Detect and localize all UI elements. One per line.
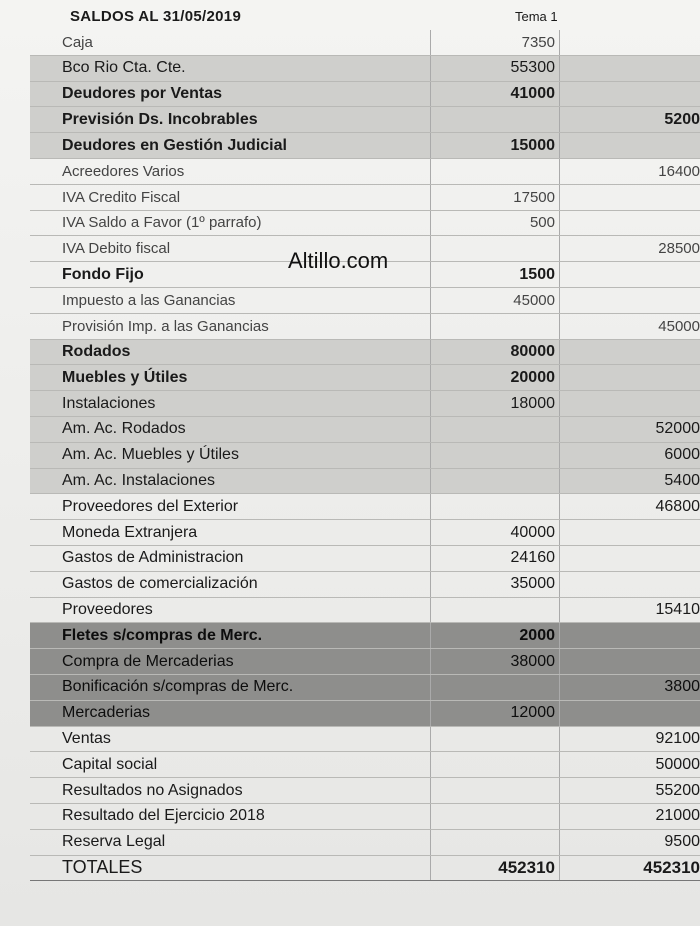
account-name: Instalaciones — [30, 391, 431, 417]
account-name: Compra de Mercaderias — [30, 649, 431, 675]
account-name: Capital social — [30, 752, 431, 778]
account-name: Am. Ac. Rodados — [30, 416, 431, 442]
account-name: Ventas — [30, 726, 431, 752]
credit-value — [560, 545, 700, 571]
debit-value — [431, 107, 560, 133]
debit-value — [431, 313, 560, 339]
table-row — [30, 416, 700, 442]
table-row — [30, 649, 700, 675]
balance-table — [30, 30, 700, 881]
credit-value: 452310 — [560, 855, 700, 881]
account-name: Gastos de Administracion — [30, 545, 431, 571]
account-name: TOTALES — [30, 855, 431, 881]
credit-value — [560, 30, 700, 55]
credit-value: 6000 — [560, 442, 700, 468]
account-name: Proveedores — [30, 597, 431, 623]
table-row — [30, 339, 700, 365]
debit-value: 35000 — [431, 571, 560, 597]
credit-value: 21000 — [560, 803, 700, 829]
debit-value: 7350 — [431, 30, 560, 55]
account-name: Provisión Imp. a las Ganancias — [30, 313, 431, 339]
debit-value — [431, 236, 560, 262]
credit-value: 9500 — [560, 829, 700, 855]
account-name: Am. Ac. Muebles y Útiles — [30, 442, 431, 468]
debit-value: 15000 — [431, 133, 560, 159]
credit-value — [560, 55, 700, 81]
account-name: Caja — [30, 30, 431, 55]
debit-value — [431, 829, 560, 855]
table-row — [30, 829, 700, 855]
table-row — [30, 803, 700, 829]
account-name: Moneda Extranjera — [30, 520, 431, 546]
account-name: Deudores por Ventas — [30, 81, 431, 107]
table-row — [30, 674, 700, 700]
table-row — [30, 158, 700, 184]
table-row — [30, 778, 700, 804]
account-name: Rodados — [30, 339, 431, 365]
account-name: Am. Ac. Instalaciones — [30, 468, 431, 494]
debit-value: 2000 — [431, 623, 560, 649]
table-row — [30, 468, 700, 494]
credit-value: 50000 — [560, 752, 700, 778]
credit-value: 45000 — [560, 313, 700, 339]
table-row — [30, 623, 700, 649]
debit-value — [431, 158, 560, 184]
debit-value: 24160 — [431, 545, 560, 571]
credit-value — [560, 210, 700, 236]
debit-value: 38000 — [431, 649, 560, 675]
table-row — [30, 55, 700, 81]
watermark: Altillo.com — [288, 248, 389, 273]
account-name: Acreedores Varios — [30, 158, 431, 184]
table-row — [30, 391, 700, 417]
debit-value — [431, 597, 560, 623]
account-name: IVA Credito Fiscal — [30, 184, 431, 210]
debit-value — [431, 494, 560, 520]
account-name: Resultados no Asignados — [30, 778, 431, 804]
account-name: Previsión Ds. Incobrables — [30, 107, 431, 133]
table-row — [30, 700, 700, 726]
debit-value: 40000 — [431, 520, 560, 546]
credit-value — [560, 571, 700, 597]
debit-value — [431, 674, 560, 700]
header — [0, 0, 700, 30]
table-row — [30, 133, 700, 159]
credit-value: 15410 — [560, 597, 700, 623]
credit-value: 55200 — [560, 778, 700, 804]
account-name: Fondo Fijo — [30, 262, 431, 288]
table-row — [30, 184, 700, 210]
table-row — [30, 571, 700, 597]
table-row — [30, 365, 700, 391]
table-row — [30, 107, 700, 133]
credit-value: 5200 — [560, 107, 700, 133]
table-row — [30, 752, 700, 778]
debit-value: 18000 — [431, 391, 560, 417]
debit-value: 12000 — [431, 700, 560, 726]
debit-value: 452310 — [431, 855, 560, 881]
credit-value: 28500 — [560, 236, 700, 262]
debit-value: 500 — [431, 210, 560, 236]
credit-value — [560, 623, 700, 649]
account-name: Gastos de comercialización — [30, 571, 431, 597]
credit-value — [560, 700, 700, 726]
credit-value: 52000 — [560, 416, 700, 442]
account-name: Impuesto a las Ganancias — [30, 287, 431, 313]
debit-value — [431, 468, 560, 494]
account-name: Deudores en Gestión Judicial — [30, 133, 431, 159]
debit-value: 45000 — [431, 287, 560, 313]
document-title: SALDOS AL 31/05/2019 — [70, 8, 242, 25]
debit-value: 1500 — [431, 262, 560, 288]
account-name: Reserva Legal — [30, 829, 431, 855]
debit-value — [431, 803, 560, 829]
account-name: Muebles y Útiles — [30, 365, 431, 391]
credit-value: 92100 — [560, 726, 700, 752]
credit-value — [560, 365, 700, 391]
debit-value: 80000 — [431, 339, 560, 365]
table-row — [30, 545, 700, 571]
table-row — [30, 442, 700, 468]
credit-value — [560, 649, 700, 675]
credit-value: 5400 — [560, 468, 700, 494]
debit-value — [431, 752, 560, 778]
account-name: Bco Rio Cta. Cte. — [30, 55, 431, 81]
credit-value — [560, 184, 700, 210]
debit-value — [431, 726, 560, 752]
totals-row — [30, 855, 700, 881]
table-row — [30, 313, 700, 339]
account-name: IVA Debito fiscal — [30, 236, 431, 262]
debit-value — [431, 416, 560, 442]
table-row — [30, 726, 700, 752]
table-row — [30, 520, 700, 546]
credit-value — [560, 339, 700, 365]
table-row — [30, 81, 700, 107]
debit-value: 55300 — [431, 55, 560, 81]
tema-label: Tema 1 — [515, 9, 558, 24]
debit-value: 41000 — [431, 81, 560, 107]
table-row — [30, 494, 700, 520]
account-name: Resultado del Ejercicio 2018 — [30, 803, 431, 829]
balance-table-body — [30, 30, 700, 881]
credit-value: 16400 — [560, 158, 700, 184]
debit-value — [431, 778, 560, 804]
table-row — [30, 210, 700, 236]
credit-value — [560, 81, 700, 107]
credit-value — [560, 262, 700, 288]
credit-value — [560, 391, 700, 417]
credit-value — [560, 287, 700, 313]
account-name: Mercaderias — [30, 700, 431, 726]
credit-value — [560, 133, 700, 159]
credit-value: 46800 — [560, 494, 700, 520]
debit-value — [431, 442, 560, 468]
account-name: IVA Saldo a Favor (1º parrafo) — [30, 210, 431, 236]
table-row — [30, 287, 700, 313]
account-name: Bonificación s/compras de Merc. — [30, 674, 431, 700]
credit-value — [560, 520, 700, 546]
table-row — [30, 597, 700, 623]
table-row — [30, 30, 700, 55]
credit-value: 3800 — [560, 674, 700, 700]
account-name: Fletes s/compras de Merc. — [30, 623, 431, 649]
debit-value: 17500 — [431, 184, 560, 210]
account-name: Proveedores del Exterior — [30, 494, 431, 520]
debit-value: 20000 — [431, 365, 560, 391]
